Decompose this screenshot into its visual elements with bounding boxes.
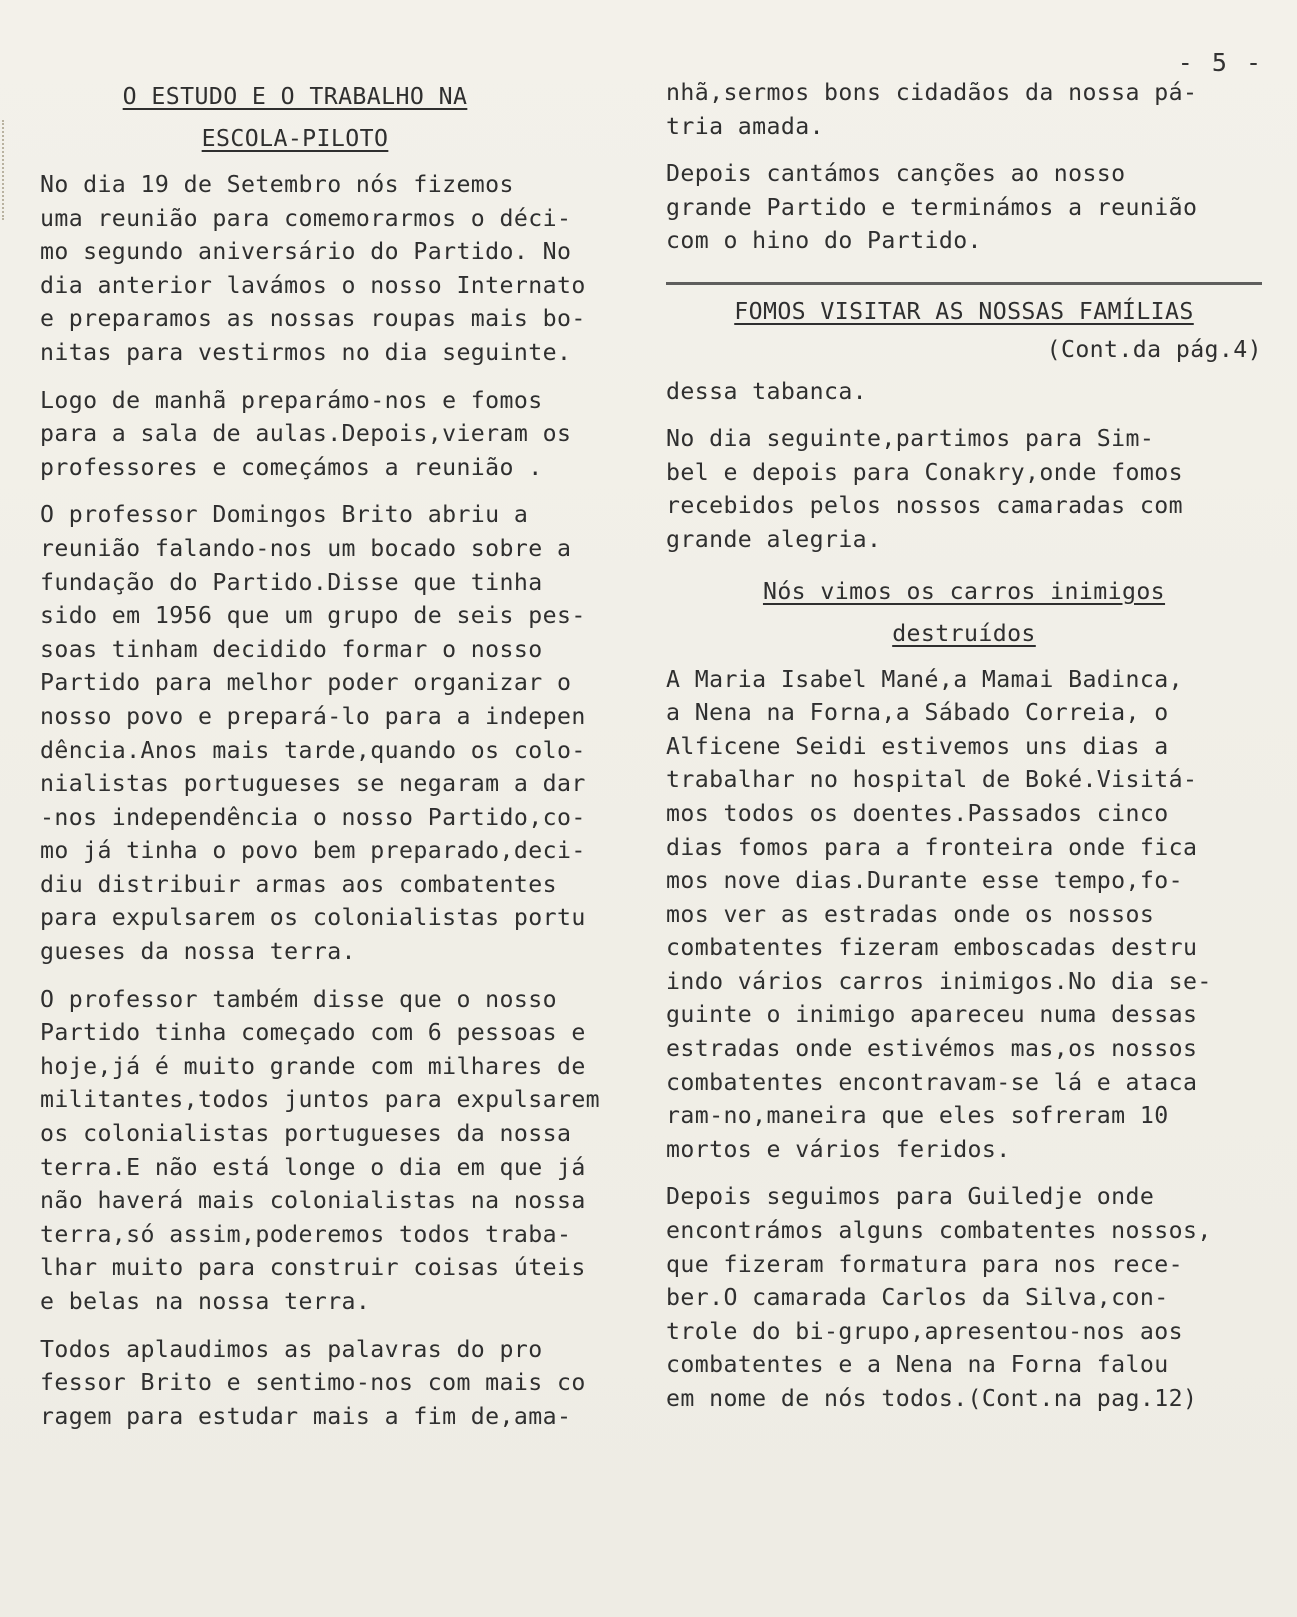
right-paragraph-4: No dia seguinte,partimos para Sim- bel e depois para Conakry,onde fomos recebidos pelos nossos camaradas com grande alegria. [666, 425, 1183, 553]
left-paragraph-5: Todos aplaudimos as palavras do pro fessor Brito e sentimo-nos com mais co ragem para estudar mais a fim de,ama- [40, 1335, 586, 1430]
right-continuation: nhã,sermos bons cidadãos da nossa pá- tria amada. [666, 79, 1198, 140]
article-title-line-1: O ESTUDO E O TRABALHO NA [122, 83, 468, 110]
binding-mark [2, 120, 10, 220]
right-paragraph-6: Depois seguimos para Guiledje onde encontrámos alguns combatentes nossos, que fizeram formatura para nos rece- ber.O camarada Carlos da Silva,con- trole do bi-grupo,apresentou-nos aos combatentes e a Nena na Forna falou em nome de nós todos.(Cont.na pag.12) [666, 1183, 1212, 1412]
article-title-enemy-cars-line-1: Nós vimos os carros inimigos [762, 577, 1166, 605]
right-paragraph-3: dessa tabanca. [666, 377, 868, 405]
right-paragraph-2: Depois cantámos canções ao nosso grande Partido e terminámos a reunião com o hino do Partido. [666, 160, 1198, 255]
article-title-enemy-cars-line-2: destruídos [892, 619, 1036, 647]
continued-from-note: (Cont.da pág.4) [1046, 335, 1262, 363]
left-paragraph-3: O professor Domingos Brito abriu a reunião falando-nos um bocado sobre a fundação do Partido.Disse que tinha sido em 1956 que um grupo de seis pes- soas tinham decidido formar o nosso Partido para melhor poder organizar o nosso povo e prepará-lo para a indepen dência.Anos mais tarde,quando os colo- nialistas portugueses se negaram a dar -nos independência o nosso Partido,co- mo já tinha o povo bem preparado,deci- diu distribuir armas aos combatentes para expulsarem os colonialistas portu gueses da nossa terra. [40, 501, 586, 966]
left-paragraph-2: Logo de manhã preparámo-nos e fomos para a sala de aulas.Depois,vieram os professores e começámos a reunião . [40, 386, 572, 481]
article-title-families: FOMOS VISITAR AS NOSSAS FAMÍLIAS [734, 297, 1194, 325]
left-paragraph-4: O professor também disse que o nosso Partido tinha começado com 6 pessoas e hoje,já é muito grande com milhares de militantes,todos juntos para expulsarem os colonialistas portugueses da nossa terra.E não está longe o dia em que já não haverá mais colonialistas na nossa terra,só assim,poderemos todos traba- lhar muito para construir coisas úteis e belas na nossa terra. [40, 985, 601, 1315]
right-column [666, 76, 1262, 1416]
section-divider [666, 282, 1262, 285]
page-number: - 5 - [1177, 48, 1263, 77]
right-paragraph-5: A Maria Isabel Mané,a Mamai Badinca, a Nena na Forna,a Sábado Correia, o Alficene Seidi estivemos uns dias a trabalhar no hospital de Boké.Visitá- mos todos os doentes.Passados cinco dias fomos para a fronteira onde fica mos nove dias.Durante esse tempo,fo- mos ver as estradas onde os nossos combatentes fizeram emboscadas destru indo vários carros inimigos.No dia se- guinte o inimigo apareceu numa dessas estradas onde estivémos mas,os nossos combatentes encontravam-se lá e ataca ram-no,maneira que eles sofreram 10 mortos e vários feridos. [666, 665, 1212, 1163]
article-title-line-2: ESCOLA-PILOTO [201, 125, 389, 152]
left-column [40, 76, 648, 1433]
left-paragraph-1: No dia 19 de Setembro nós fizemos uma reunião para comemorarmos o déci- mo segundo aniversário do Partido. No dia anterior lavámos o nosso Internato e preparamos as nossas roupas mais bo- nitas para vestirmos no dia seguinte. [40, 171, 586, 366]
